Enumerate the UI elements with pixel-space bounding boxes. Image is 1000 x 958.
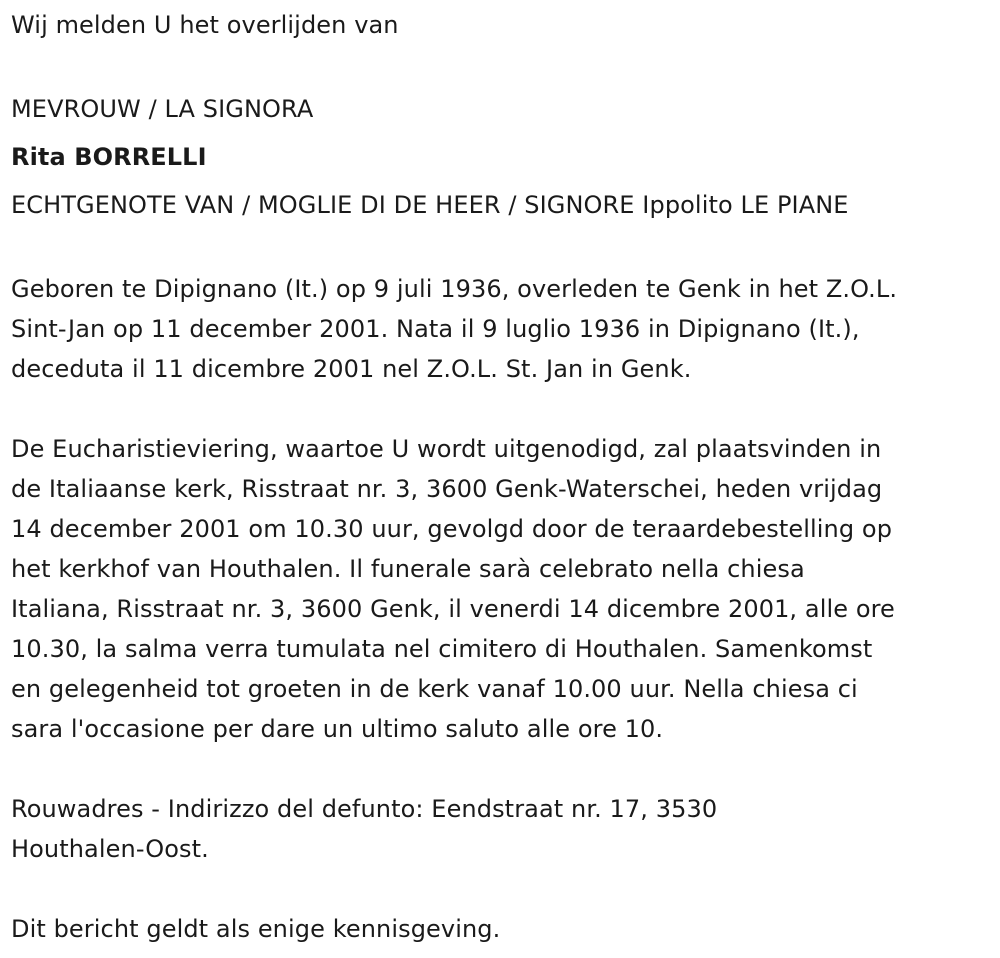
death-notice xyxy=(11,5,986,949)
paragraph-line: de Italiaanse kerk, Risstraat nr. 3, 3600 Genk-Waterschei, heden vrijdag xyxy=(11,475,883,503)
intro-text: Wij melden U het overlijden van xyxy=(11,11,399,39)
paragraph-line: Rouwadres - Indirizzo del defunto: Eendstraat nr. 17, 3530 xyxy=(11,795,718,823)
title-line: MEVROUW / LA SIGNORA xyxy=(11,95,314,123)
deceased-name: Rita BORRELLI xyxy=(11,143,207,171)
paragraph-line: sara l'occasione per dare un ultimo saluto alle ore 10. xyxy=(11,715,664,743)
spacer xyxy=(11,749,986,789)
paragraph-line: Houthalen-Oost. xyxy=(11,835,209,863)
closing-text: Dit bericht geldt als enige kennisgeving. xyxy=(11,915,501,943)
ceremony-paragraph xyxy=(11,429,986,749)
paragraph-line: Sint-Jan op 11 december 2001. Nata il 9 luglio 1936 in Dipignano (It.), xyxy=(11,315,860,343)
paragraph-line: deceduta il 11 dicembre 2001 nel Z.O.L. St. Jan in Genk. xyxy=(11,355,692,383)
paragraph-line: Geboren te Dipignano (It.) op 9 juli 1936, overleden te Genk in het Z.O.L. xyxy=(11,275,898,303)
paragraph-line: en gelegenheid tot groeten in de kerk vanaf 10.00 uur. Nella chiesa ci xyxy=(11,675,858,703)
spacer xyxy=(11,45,986,85)
paragraph-line: Italiana, Risstraat nr. 3, 3600 Genk, il venerdi 14 dicembre 2001, alle ore xyxy=(11,595,895,623)
spacer xyxy=(11,869,986,909)
paragraph-line: 10.30, la salma verra tumulata nel cimitero di Houthalen. Samenkomst xyxy=(11,635,873,663)
paragraph-line: het kerkhof van Houthalen. Il funerale sarà celebrato nella chiesa xyxy=(11,555,805,583)
spacer xyxy=(11,229,986,269)
birth-death-paragraph xyxy=(11,269,986,389)
spacer xyxy=(11,389,986,429)
paragraph-line: 14 december 2001 om 10.30 uur, gevolgd door de teraardebestelling op xyxy=(11,515,893,543)
spouse-line: ECHTGENOTE VAN / MOGLIE DI DE HEER / SIGNORE Ippolito LE PIANE xyxy=(11,191,849,219)
paragraph-line: De Eucharistieviering, waartoe U wordt uitgenodigd, zal plaatsvinden in xyxy=(11,435,882,463)
address-paragraph xyxy=(11,789,986,869)
